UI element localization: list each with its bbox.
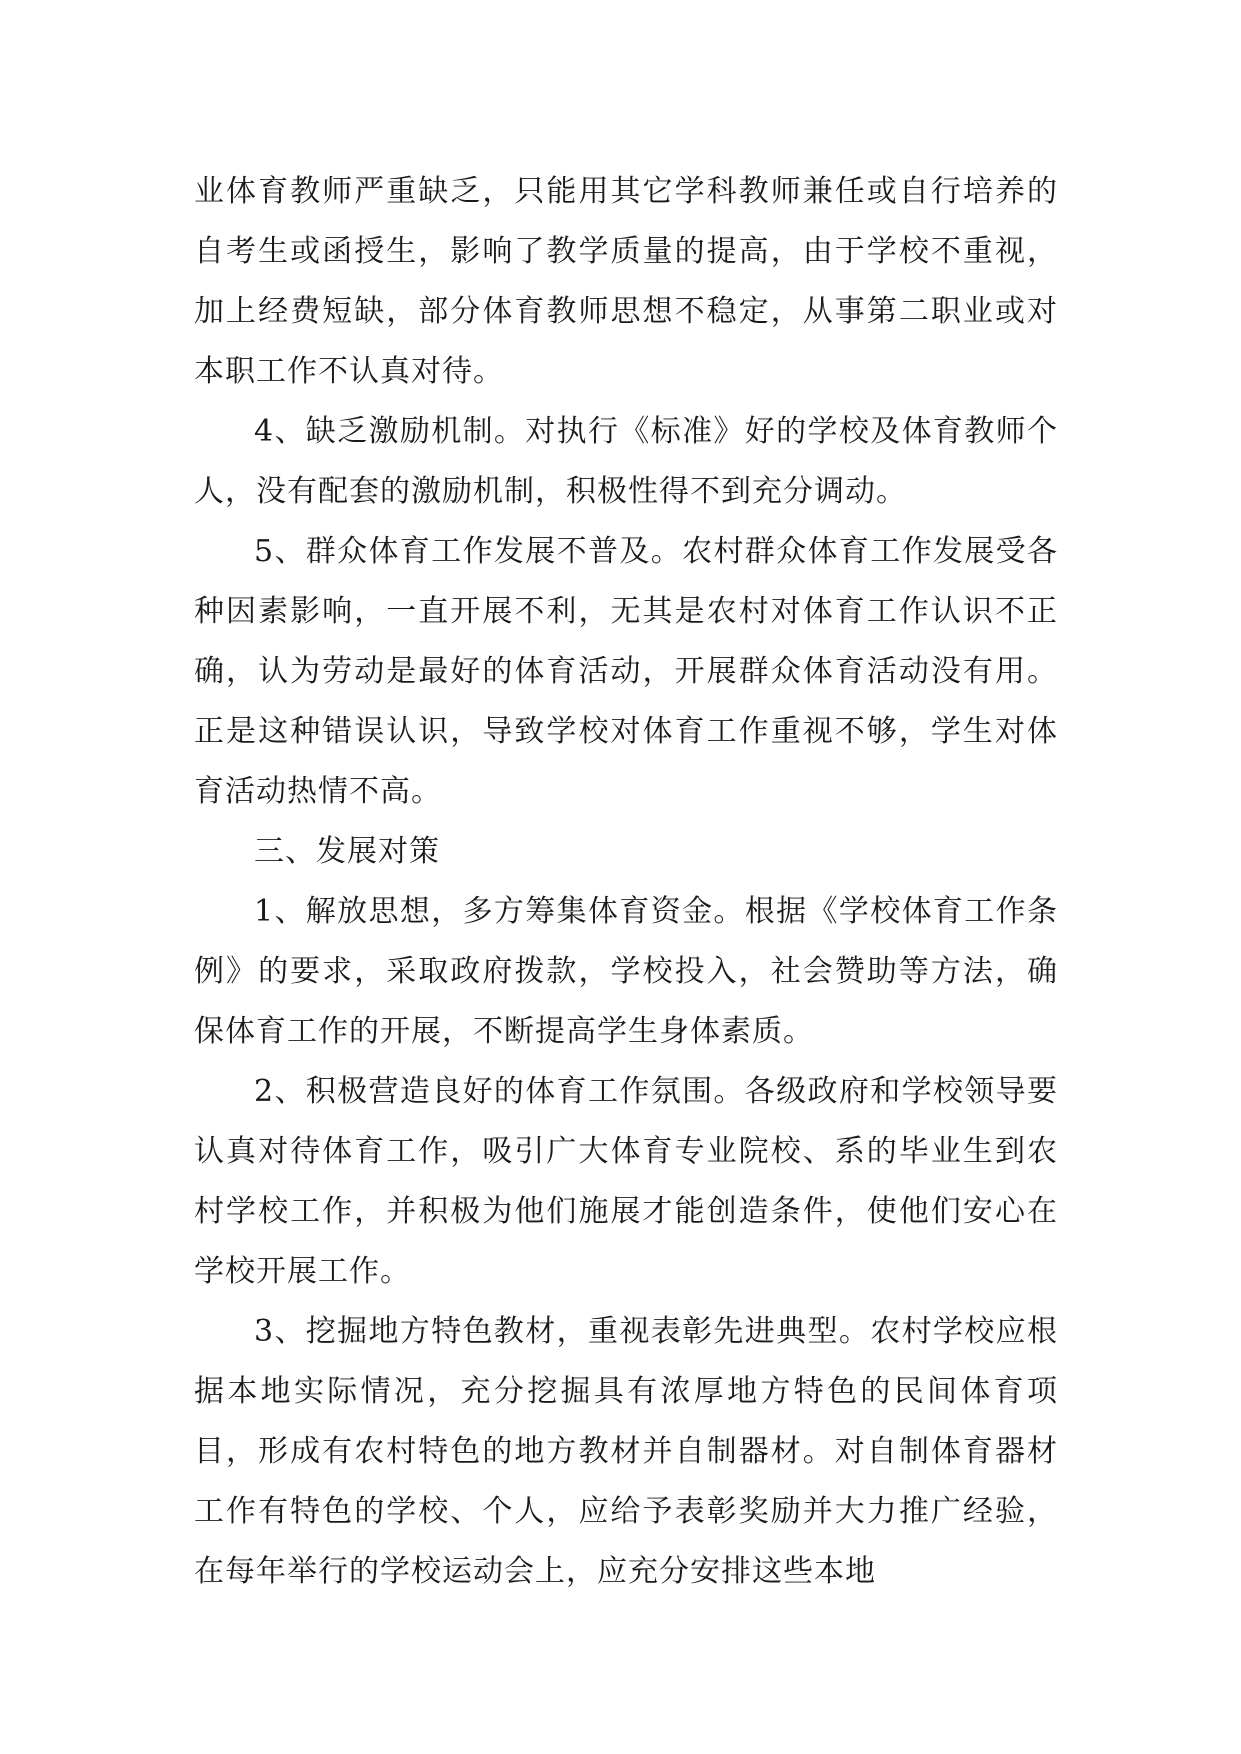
document-body [194, 162, 1058, 1602]
paragraph-atmosphere: 2、积极营造良好的体育工作氛围。各级政府和学校领导要认真对待体育工作，吸引广大体育专业院校、系的毕业生到农村学校工作，并积极为他们施展才能创造条件，使他们安心在学校开展工作。 [194, 1074, 1058, 1289]
paragraph-funding: 1、解放思想，多方筹集体育资金。根据《学校体育工作条例》的要求，采取政府拨款，学校投入，社会赞助等方法，确保体育工作的开展，不断提高学生身体素质。 [194, 894, 1058, 1049]
section-heading-countermeasures: 三、发展对策 [254, 834, 440, 869]
paragraph-continuation: 业体育教师严重缺乏，只能用其它学科教师兼任或自行培养的自考生或函授生，影响了教学质量的提高，由于学校不重视，加上经费短缺，部分体育教师思想不稳定，从事第二职业或对本职工作不认真对待。 [194, 174, 1058, 389]
paragraph-incentive-mechanism: 4、缺乏激励机制。对执行《标准》好的学校及体育教师个人，没有配套的激励机制，积极性得不到充分调动。 [194, 414, 1058, 509]
paragraph-local-materials: 3、挖掘地方特色教材，重视表彰先进典型。农村学校应根据本地实际情况，充分挖掘具有浓厚地方特色的民间体育项目，形成有农村特色的地方教材并自制器材。对自制体育器材工作有特色的学校、个人，应给予表彰奖励并大力推广经验，在每年举行的学校运动会上，应充分安排这些本地 [194, 1314, 1058, 1589]
paragraph-mass-sports: 5、群众体育工作发展不普及。农村群众体育工作发展受各种因素影响，一直开展不利，无其是农村对体育工作认识不正确，认为劳动是最好的体育活动，开展群众体育活动没有用。正是这种错误认识，导致学校对体育工作重视不够，学生对体育活动热情不高。 [194, 534, 1058, 809]
